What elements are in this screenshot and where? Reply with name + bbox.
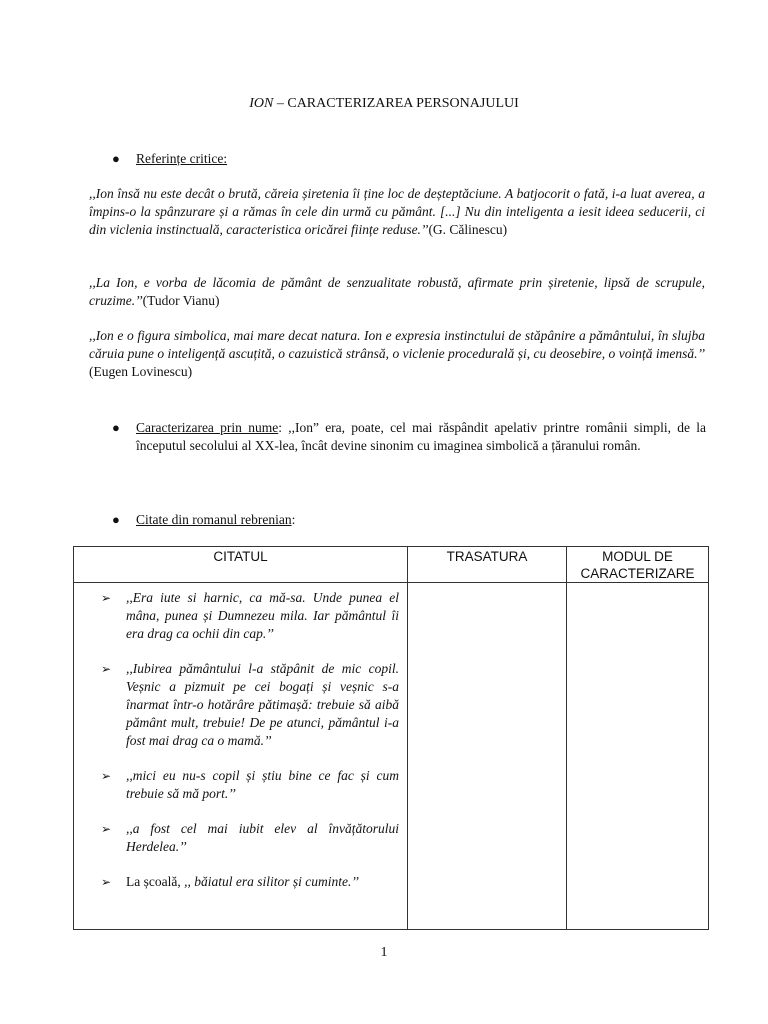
header-citatul: CITATUL [74,547,408,583]
quotes-label-wrap [136,511,295,529]
quotes-cell [74,583,408,930]
document-title [0,95,768,113]
table-row [74,583,709,930]
quote-text: ,, băiatul era silitor și cuminte.’’ [184,874,359,889]
title-rest: – CARACTERIZAREA PERSONAJULUI [273,96,519,111]
arrow-bullet-icon: ➢ [101,822,112,836]
trasatura-cell [408,583,567,930]
name-characterization-text [136,419,706,455]
header-modul: MODUL DE CARACTERIZARE [567,547,709,583]
reference-quote-3 [89,327,705,381]
bullet-icon: ● [112,151,120,166]
quotes-label-suffix: : [291,512,296,527]
list-item [74,767,399,803]
arrow-bullet-icon: ➢ [101,662,112,676]
reference-text: ,,Ion însă nu este decât o brută, căreia șiretenia îi ține loc de deșteptăciune. A batjocorit o fată, i-a luat averea, a împins-o la spânzurare și a rămas în cele din urmă cu pământ. [...] Nu din inteligenta a iesit ideea seducerii, ci din viclenia instinctuală, caracteristica oricărei ființe reduse.’’ [89,186,705,237]
list-item [74,589,399,643]
bullet-icon: ● [112,512,120,527]
quotes-label: Citate din romanul rebrenian [136,512,292,527]
reference-text: ,,Ion e o figura simbolica, mai mare decat natura. Ion e expresia instinctului de stăpânire a pământului, în slujba căruia pune o inteligență ascuțită, o cazuistică strânsă, o viclenie procedurală și, cu deosebire, o voință imensă.’’ [89,328,705,361]
quote-prefix: La școală, [126,874,185,889]
page-number: 1 [380,945,388,960]
table-header-row [74,547,709,583]
reference-quote-1 [89,185,705,239]
list-item [74,820,399,856]
list-item [74,660,399,750]
reference-author: (Eugen Lovinescu) [89,364,193,379]
quotes-table [73,546,709,930]
list-item [74,873,399,891]
quote-text: ,,mici eu nu-s copil și știu bine ce fac și cum trebuie să mă port.’’ [126,768,399,801]
reference-author: (G. Călinescu) [428,222,508,237]
header-trasatura: TRASATURA [408,547,567,583]
reference-text: ,,La Ion, e vorba de lăcomia de pământ de senzualitate robustă, afirmate prin șiretenie, lipsă de scrupule, cruzime.’’ [89,275,705,308]
quotes-list [74,583,407,891]
name-body: : ,,Ion” era, poate, cel mai răspândit apelativ printre românii simpli, de la începutul secolului al XX-lea, încât devine sinonim cu imaginea simbolică a țăranului român. [136,420,707,453]
quote-text: ,,a fost cel mai iubit elev al învățătorului Herdelea.’’ [126,821,399,854]
title-emphasis: ION [249,96,274,111]
name-label: Caracterizarea prin nume [136,420,279,435]
quote-text: ,,Era iute si harnic, ca mă-sa. Unde punea el mâna, punea și Dumnezeu mila. Iar pământul îi era drag ca ochii din cap.’’ [126,590,399,641]
arrow-bullet-icon: ➢ [101,769,112,783]
references-label: Referințe critice: [136,151,228,166]
arrow-bullet-icon: ➢ [101,875,112,889]
reference-author: (Tudor Vianu) [142,293,220,308]
arrow-bullet-icon: ➢ [101,591,112,605]
bullet-icon: ● [112,420,120,435]
modul-cell [567,583,709,930]
quote-text: ,,Iubirea pământului l-a stăpânit de mic copil. Veșnic a pizmuit pe cei bogați și veșnic s-a înarmat într-o hotărâre pătimașă: trebuie să aibă pământ mult, trebuie! De pe atunci, pământul i-a fost mai drag ca o mamă.’’ [126,661,399,748]
reference-quote-2 [89,274,705,310]
